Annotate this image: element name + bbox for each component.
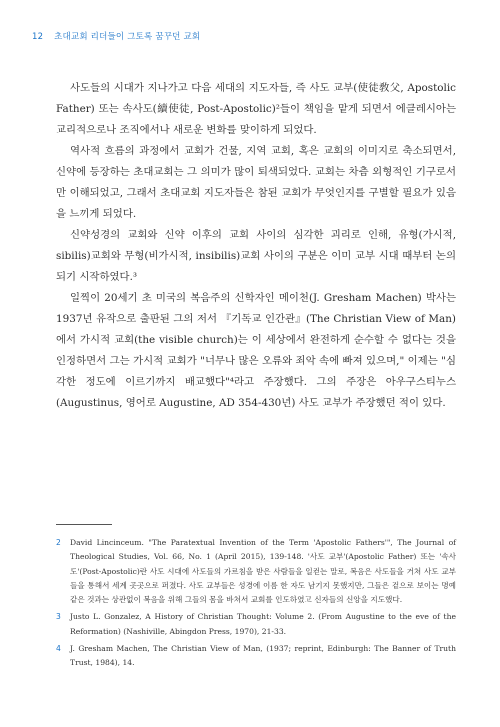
paragraph: 사도들의 시대가 지나가고 다음 세대의 지도자들, 즉 사도 교부(使徒敎父, Apostolic Father) 또는 속사도(續使徒, Post-Apostolic)²들이 책임을 맡게 되면서 에클레시아는 교리적으로나 조직에서나 새로운 변화를 맞이하게 되었다. (56, 82, 456, 136)
footnotes (56, 536, 456, 674)
footnote-text: Justo L. Gonzalez, A History of Christian Thought: Volume 2. (From Augustine to the eve of the Reformation) (Nashiville, Abingdon Press, 1970), 21-33. (70, 612, 456, 636)
page-number: 12 (32, 32, 44, 42)
footnote (56, 642, 456, 671)
main-text (56, 78, 456, 414)
footnote (56, 610, 456, 639)
paragraph: 신약성경의 교회와 신약 이후의 교회 사이의 심각한 괴리로 인해, 유형(가시적, sibilis)교회와 무형(비가시적, insibilis)교회 사이의 구분은 이미 교부 시대 때부터 논의되기 시작하였다.³ (56, 229, 456, 283)
paragraph: 일찍이 20세기 초 미국의 복음주의 신학자인 메이천(J. Gresham Machen) 박사는 1937년 유작으로 출판된 그의 저서 『기독교 인간관』(The Christian View of Man)에서 가시적 교회(the visible church)는 이 세상에서 완전하게 순수할 수 없다는 것을 인정하면서 그는 가시적 교회가 "너무나 많은 오류와 죄악 속에 빠져 있으며," 이제는 "심각한 정도에 이르기까지 배교했다"⁴라고 주장했다. 그의 주장은 아우구스티누스(Augustinus, 영어로 Augustine, AD 354-430년) 사도 교부가 주장했던 적이 있다. (56, 292, 456, 409)
footnote-text: David Lincinceum. "The Paratextual Invention of the Term 'Apostolic Fathers'", The Journal of Theological Studies, Vol. 66, No. 1 (April 2015), 139-148. '사도 교부'(Apostolic Father) 또는 '속사도'(Post-Apostolic)란 사도 시대에 사도들의 가르침을 받은 사람들을 일컫는 말로, 복음은 사도들을 거쳐 사도 교부들을 통해서 세계 곳곳으로 퍼졌다. 사도 교부들은 성경에 이름 한 자도 남기지 못했지만, 그들은 겉으로 보이는 명예 같은 것과는 상관없이 복음을 위해 그들의 몸을 바쳐서 교회를 인도하였고 신자들의 신앙을 지도했다. (70, 538, 456, 605)
footnote-number: 4 (56, 644, 61, 654)
footnote (56, 536, 456, 607)
running-title: 초대교회 리더들이 그토록 꿈꾸던 교회 (54, 32, 201, 42)
footnote-text: J. Gresham Machen, The Christian View of Man, (1937; reprint, Edinburgh: The Banner of Truth Trust, 1984), 14. (70, 644, 456, 668)
footnote-number: 3 (56, 612, 61, 622)
footnote-divider (56, 524, 112, 525)
footnote-number: 2 (56, 538, 61, 547)
paragraph: 역사적 흐름의 과정에서 교회가 건물, 지역 교회, 혹은 교회의 이미지로 축소되면서, 신약에 등장하는 초대교회는 그 의미가 많이 퇴색되었다. 교회는 차츰 외형적인 기구로서만 이해되었고, 그래서 초대교회 지도자들은 참된 교회가 무엇인지를 구별할 필요가 있음을 느끼게 되었다. (56, 145, 456, 220)
running-header (32, 30, 200, 42)
